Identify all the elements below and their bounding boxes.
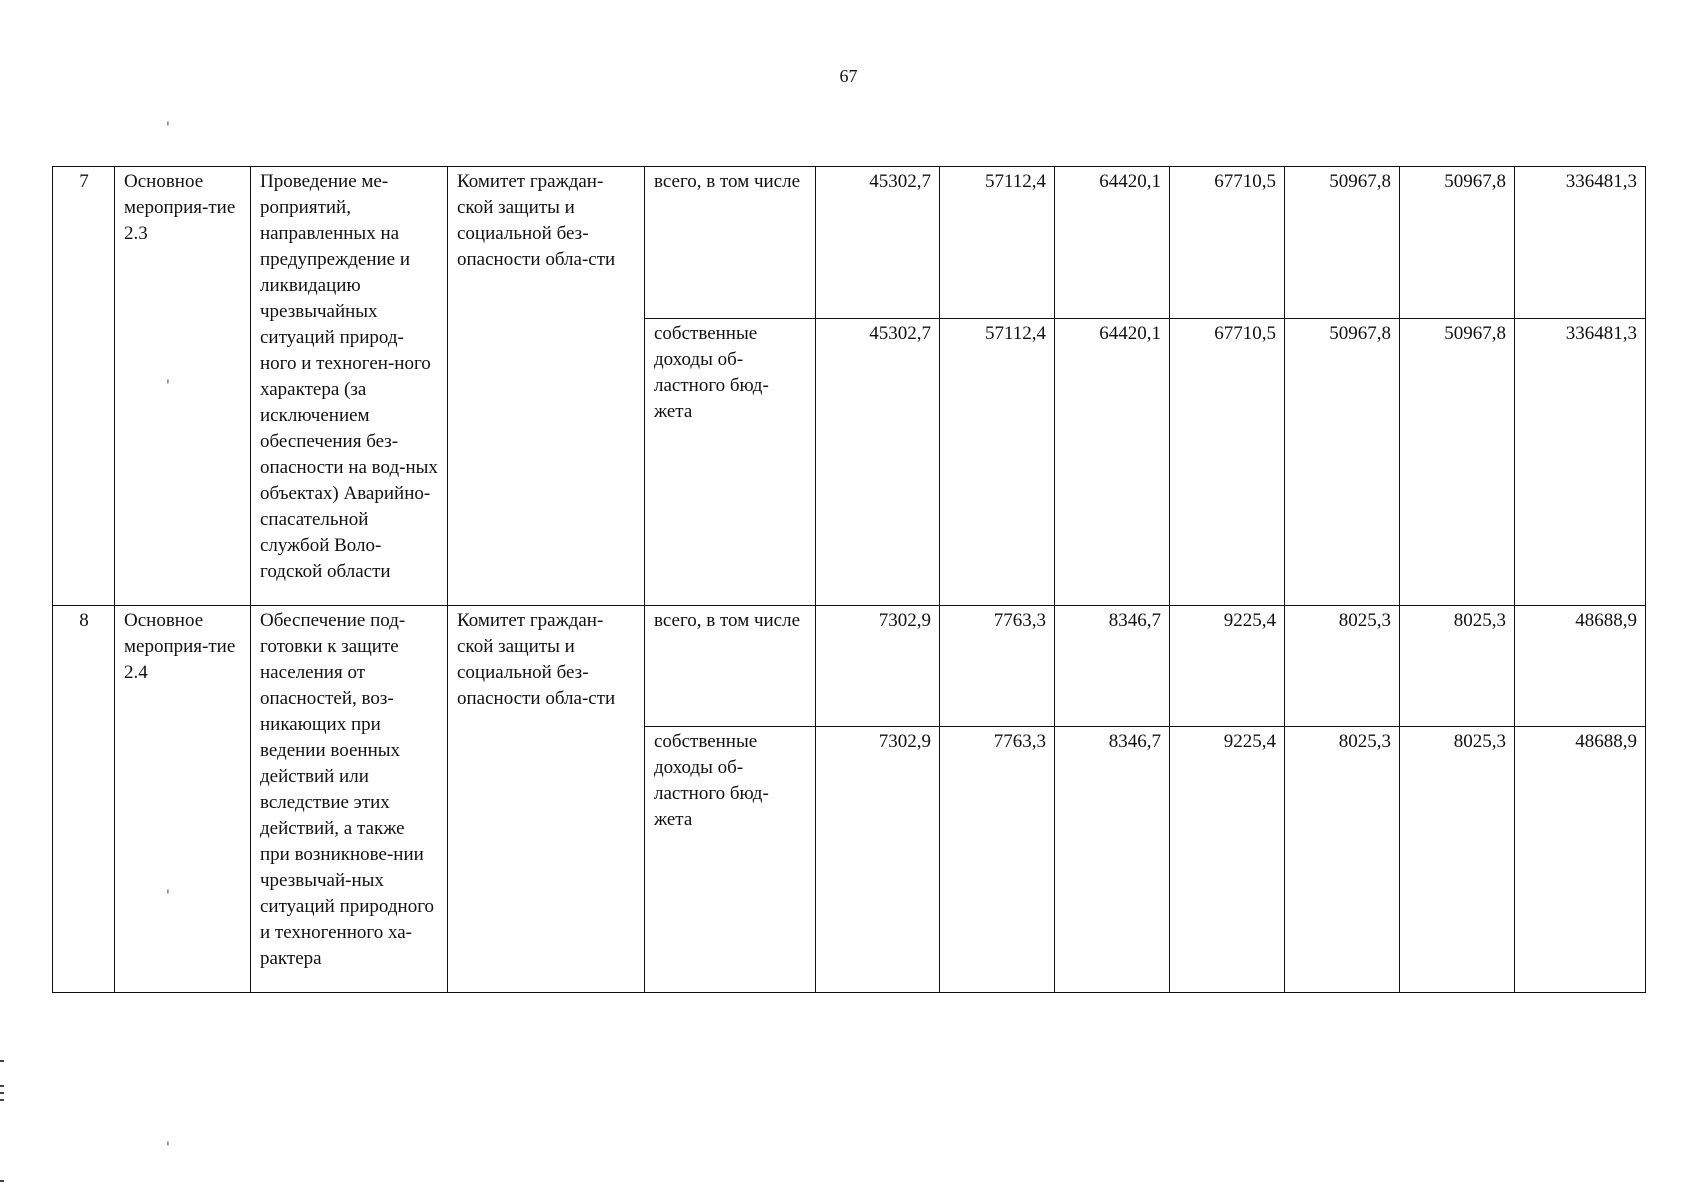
value-cell: 50967,8 [1285,319,1400,606]
scan-speck: ' [166,378,170,394]
row-number: 7 [53,167,115,606]
scan-speck: ' [166,888,170,904]
value-cell: 8025,3 [1400,606,1515,727]
value-cell: 7763,3 [940,727,1055,993]
value-cell: 8025,3 [1285,727,1400,993]
funding-source-cell: собственные доходы об-ластного бюд-жета [645,727,816,993]
description-cell: Проведение ме-роприятий, направленных на предупреждение и ликвидацию чрезвычайных ситуаций природ-ного и техноген-ного характера (за исключением обеспечения без-опасности на вод-ных объектах) Аварийно-спасательной службой Воло-годской области [251,167,448,606]
scan-speck: ' [166,120,170,136]
executor-cell: Комитет граждан-ской защиты и социальной без-опасности обла-сти [448,606,645,993]
scan-edge-mark [0,1060,4,1062]
value-cell: 45302,7 [816,167,940,319]
value-cell: 9225,4 [1170,727,1285,993]
scan-edge-mark [0,1085,4,1087]
value-cell: 8025,3 [1400,727,1515,993]
table-row [53,606,1646,727]
value-cell: 57112,4 [940,319,1055,606]
value-cell: 7302,9 [816,727,940,993]
value-cell: 48688,9 [1515,727,1646,993]
value-cell: 48688,9 [1515,606,1646,727]
value-cell: 7763,3 [940,606,1055,727]
value-cell: 50967,8 [1400,167,1515,319]
scan-speck: ' [166,1140,170,1156]
funding-source-cell: собственные доходы об-ластного бюд-жета [645,319,816,606]
budget-table [52,166,1646,993]
executor-cell: Комитет граждан-ской защиты и социальной без-опасности обла-сти [448,167,645,606]
value-cell: 9225,4 [1170,606,1285,727]
row-number: 8 [53,606,115,993]
value-cell: 8346,7 [1055,606,1170,727]
value-cell: 7302,9 [816,606,940,727]
funding-source-cell: всего, в том числе [645,606,816,727]
description-cell: Обеспечение под-готовки к защите населения от опасностей, воз-никающих при ведении военных действий или вследствие этих действий, а также при возникнове-нии чрезвычай-ных ситуаций природного и техногенного ха-рактера [251,606,448,993]
scan-edge-mark [0,1092,4,1094]
value-cell: 45302,7 [816,319,940,606]
page-number: 67 [839,66,858,86]
table-row [53,167,1646,319]
value-cell: 64420,1 [1055,319,1170,606]
value-cell: 336481,3 [1515,167,1646,319]
value-cell: 67710,5 [1170,167,1285,319]
scan-edge-mark [0,1180,4,1182]
value-cell: 67710,5 [1170,319,1285,606]
value-cell: 50967,8 [1400,319,1515,606]
value-cell: 336481,3 [1515,319,1646,606]
value-cell: 64420,1 [1055,167,1170,319]
funding-source-cell: всего, в том числе [645,167,816,319]
measure-cell: Основное мероприя-тие 2.4 [115,606,251,993]
value-cell: 8025,3 [1285,606,1400,727]
value-cell: 57112,4 [940,167,1055,319]
measure-cell: Основное мероприя-тие 2.3 [115,167,251,606]
value-cell: 8346,7 [1055,727,1170,993]
scan-edge-mark [0,1099,4,1101]
value-cell: 50967,8 [1285,167,1400,319]
